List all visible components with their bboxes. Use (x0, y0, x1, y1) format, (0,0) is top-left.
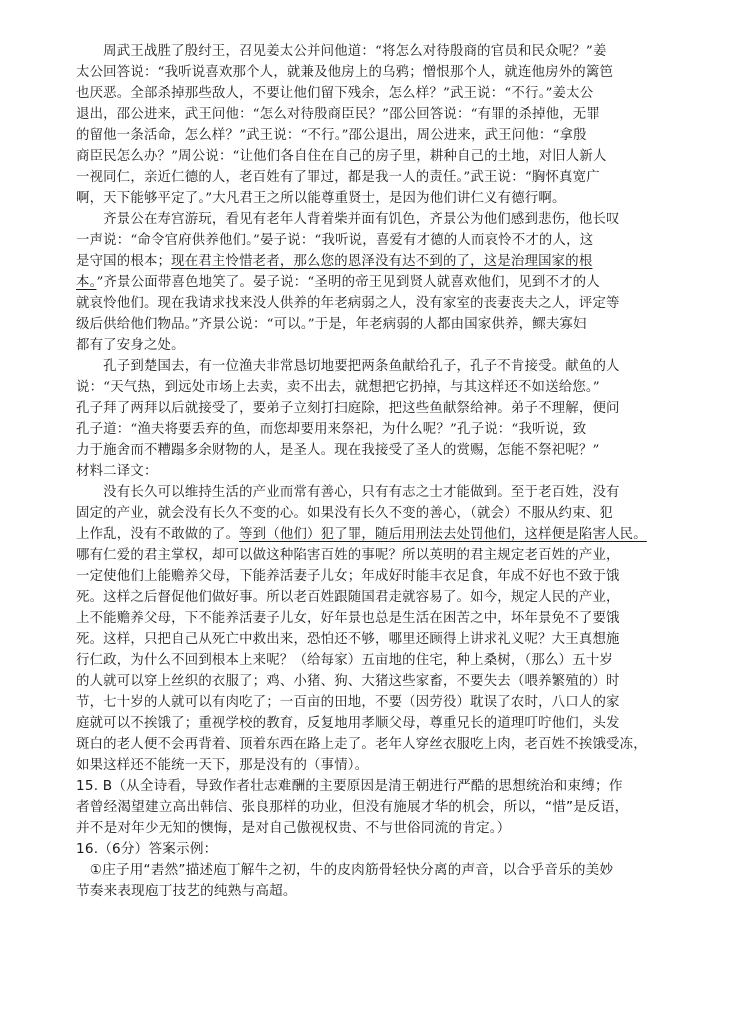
text-line: 就哀怜他们。现在我请求找来没人供养的年老病弱之人，没有家室的丧妻丧夫之人，评定等 (76, 296, 620, 311)
text-line: 力于施舍而不糟蹋多余财物的人，是圣人。现在我接受了圣人的赏赐，怎能不祭祀呢？” (76, 443, 600, 458)
text-line: 斑白的老人便不会再背着、顶着东西在路上走了。老年人穿丝衣服吃上肉，老百姓不挨饿受冻， (76, 737, 647, 752)
text-line: 材料二译文： (76, 464, 158, 479)
answer-line: 并不是对年少无知的懊悔，是对自己傲视权贵、不与世俗同流的肯定。） (76, 820, 511, 836)
text-line: 没有长久可以维持生活的产业而常有善心，只有有志之士才能做到。至于老百姓，没有 (76, 485, 620, 500)
text-line: 如果这样还不能统一天下，那是没有的（事情）。 (76, 758, 369, 773)
underlined-text: 本。 (76, 275, 97, 290)
answer-16-title: 16.（6分）答案示例： (76, 841, 218, 857)
text-line: 孔子到楚国去，有一位渔夫非常恳切地要把两条鱼献给孔子，孔子不肯接受。献鱼的人 (76, 359, 620, 374)
translation-text (76, 41, 664, 776)
text-line: 孔子道：“渔夫将要丢弃的鱼，而您却要用来祭祀，为什么呢？”孔子说：“我听说，致 (76, 422, 587, 437)
text-line (76, 251, 664, 272)
text-line: 的人就可以穿上丝织的衣服了；鸡、小猪、狗、大猪这些家畜，不要失去（喂养繁殖的）时 (76, 674, 620, 689)
text-line: 一定使他们上能赡养父母，下能养活妻子儿女；年成好时能丰衣足食，年成不好也不致于饿 (76, 569, 620, 584)
underlined-text: 现在君主怜惜老者，那么您的恩泽没有达不到的了，这是治理国家的根 (171, 254, 593, 269)
text-line: 一视同仁，亲近仁德的人，老百姓有了罪过，都是我一人的责任。”武王说：“胸怀真宽广 (76, 170, 600, 185)
text-span: 上作乱，没有不敢做的了。 (76, 527, 240, 542)
text-line: 说：“天气热，到远处市场上去卖，卖不出去，就想把它扔掉，与其这样还不如送给您。” (76, 380, 600, 395)
underlined-text: 等到（他们）犯了罪，随后用刑法去处罚他们，这样便是陷害人民。 (239, 527, 647, 542)
text-line: 死。这样，只把自己从死亡中救出来，恐怕还不够，哪里还顾得上讲求礼义呢？大王真想施 (76, 632, 620, 647)
text-line: 都有了安身之处。 (76, 338, 185, 353)
text-line: 死。这样之后督促他们做好事。所以老百姓跟随国君走就容易了。如今，规定人民的产业， (76, 590, 620, 605)
text-line: 哪有仁爱的君主掌权，却可以做这种陷害百姓的事呢？所以英明的君主规定老百姓的产业， (76, 548, 620, 563)
text-line: 的留他一条活命，怎么样？”武王说：“不行。”邵公退出，周公进来，武王问他：“拿殷 (76, 128, 587, 143)
text-line: 周武王战胜了殷纣王，召见姜太公并问他道：“将怎么对待殷商的官员和民众呢？”姜 (76, 44, 607, 59)
text-span: ”齐景公面带喜色地笑了。晏子说：“圣明的帝王见到贤人就喜欢他们，见到不才的人 (96, 275, 600, 290)
text-line: 级后供给他们物品。”齐景公说：“可以。”于是，年老病弱的人都由国家供养，鳏夫寡妇 (76, 317, 587, 332)
text-line: 节，七十岁的人就可以有肉吃了；一百亩的田地，不要（因劳役）耽误了农时，八口人的家 (76, 695, 620, 710)
document-page (76, 41, 664, 902)
text-line: 固定的产业，就会没有长久不变的心。如果没有长久不变的善心，（就会）不服从约束、犯 (76, 506, 613, 521)
text-line (76, 524, 664, 545)
text-span: 是守国的根本； (76, 254, 172, 269)
text-line: 也厌恶。全部杀掉那些敌人，不要让他们留下残余，怎么样？”武王说：“不行。”姜太公 (76, 86, 594, 101)
answer-line: 者曾经渴望建立高出韩信、张良那样的功业，但没有施展才华的机会，所以，“惜”是反语， (76, 799, 629, 815)
text-line: 一声说：“命令官府供养他们。”晏子说：“我听说，喜爱有才德的人而哀怜不才的人，这 (76, 233, 594, 248)
answer-line: 节奏来表现庖丁技艺的纯熟与高超。 (76, 883, 297, 899)
text-line: 上不能赡养父母，下不能养活妻子儿女，好年景也总是生活在困苦之中，坏年景免不了要饿 (76, 611, 620, 626)
text-line: 商臣民怎么办？”周公说：“让他们各自住在自己的房子里，耕种自己的土地，对旧人新人 (76, 149, 607, 164)
text-line: 齐景公在寿宫游玩，看见有老年人背着柴并面有饥色，齐景公为他们感到悲伤，他长叹 (76, 212, 620, 227)
answer-line: 15. B（从全诗看，导致作者壮志难酬的主要原因是清王朝进行严酷的思想统治和束缚；作 (76, 778, 623, 794)
answer-15 (76, 776, 664, 839)
answer-16 (76, 860, 664, 902)
answer-line: ①庄子用“砉然”描述庖丁解牛之初，牛的皮肉筋骨轻快分离的声音，以合乎音乐的美妙 (76, 862, 614, 878)
text-line: 退出，邵公进来，武王问他：“怎么对待殷商臣民？”邵公回答说：“有罪的杀掉他，无罪 (76, 107, 600, 122)
text-line: 太公回答说：“我听说喜欢那个人，就兼及他房上的乌鸦；憎恨那个人，就连他房外的篱笆 (76, 65, 614, 80)
text-line: 行仁政，为什么不回到根本上来呢？（给每家）五亩地的住宅，种上桑树，（那么）五十岁 (76, 653, 613, 668)
text-line (76, 272, 664, 293)
text-line: 庭就可以不挨饿了；重视学校的教育，反复地用孝顺父母，尊重兄长的道理叮咛他们，头发 (76, 716, 620, 731)
text-line: 啊，天下能够平定了。”大凡君王之所以能尊重贤士，是因为他们讲仁义有德行啊。 (76, 191, 566, 206)
text-line: 孔子拜了两拜以后就接受了，要弟子立刻打扫庭除，把这些鱼献祭给神。弟子不理解，便问 (76, 401, 620, 416)
